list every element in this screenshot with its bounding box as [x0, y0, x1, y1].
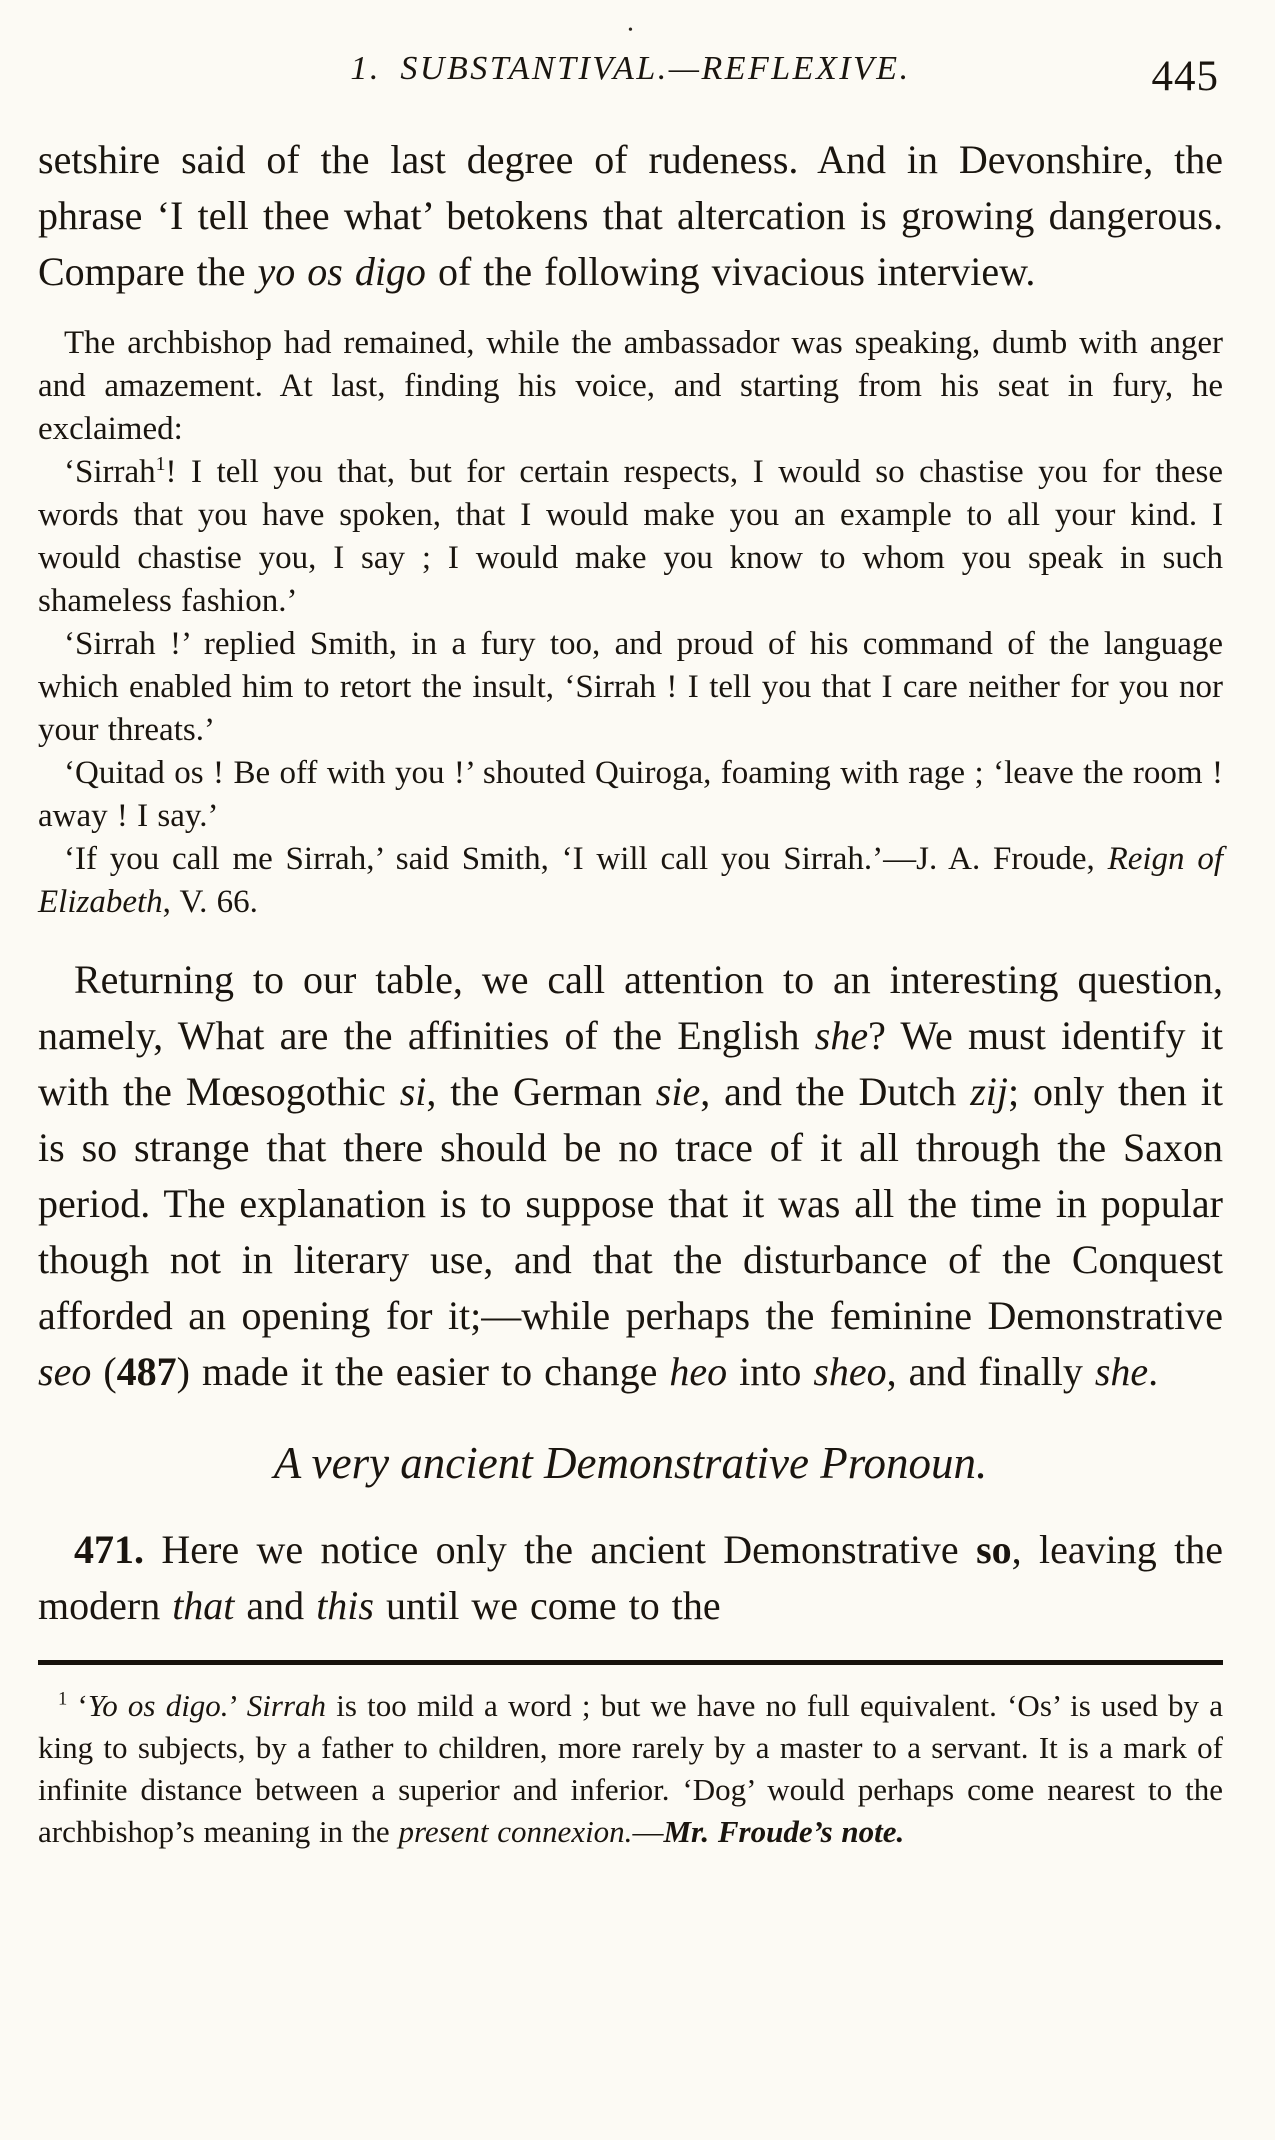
- running-title: 1. SUBSTANTIVAL.—REFLEXIVE.: [350, 50, 911, 87]
- paragraph-471: 471. Here we notice only the ancient Demonstrative so, leaving the modern that and this until we come to the: [38, 1527, 1223, 1628]
- footnote: $^1$ ‘Yo os digo.’ Sirrah is too mild a word ; but we have no full equivalent. ‘Os’ is used by a king to subjects, by a father to children, more rarely by a master to a servant. It is a mark of infinite distance between a superior and inferior. ‘Dog’ would perhaps come nearest to the archbishop’s meaning in the present connexion.—Mr. Froude’s note.: [38, 1688, 1223, 1849]
- page-number: 445: [1151, 53, 1219, 100]
- footnote-rule: [38, 1660, 1223, 1665]
- quote-paragraph-1: The archbishop had remained, while the ambassador was speaking, dumb with anger and amazement. At last, finding his voice, and starting from his seat in fury, he exclaimed:: [38, 325, 1223, 447]
- block-quote: [38, 322, 1223, 924]
- page-header: [38, 50, 1223, 104]
- quote-paragraph-5: ‘If you call me Sirrah,’ said Smith, ‘I will call you Sirrah.’—J. A. Froude, Reign of Elizabeth, V. 66.: [38, 841, 1223, 920]
- quote-paragraph-4: ‘Quitad os ! Be off with you !’ shouted Quiroga, foaming with rage ; ‘leave the room ! away ! I say.’: [38, 755, 1223, 834]
- paragraph-returning: Returning to our table, we call attention to an interesting question, namely, What are the affinities of the English she? We must identify it with the Mœsogothic si, the German sie, and the Dutch zij; only then it is so strange that there should be no trace of it all through the Saxon period. The explanation is to suppose that it was all the time in popular though not in literary use, and that the disturbance of the Conquest afforded an opening for it;—while perhaps the feminine Demonstrative seo (487) made it the easier to change heo into sheo, and finally she.: [38, 957, 1224, 1394]
- ornament-dot: •: [628, 23, 633, 38]
- paragraph-continuation: setshire said of the last degree of rudeness. And in Devonshire, the phrase ‘I tell thee what’ betokens that altercation is growing dangerous. Compare the yo os digo of the following vivacious interview.: [38, 137, 1223, 294]
- quote-paragraph-3: ‘Sirrah !’ replied Smith, in a fury too, and proud of his command of the language which enabled him to retort the insult, ‘Sirrah ! I tell you that I care neither for you nor your threats.’: [38, 626, 1223, 748]
- quote-paragraph-2: ‘Sirrah$^1$! I tell you that, but for certain respects, I would so chastise you for these words that you have spoken, that I would make you an example to all your kind. I would chastise you, I say ; I would make you know to whom you speak in such shameless fashion.’: [38, 453, 1223, 619]
- section-heading: A very ancient Demonstrative Pronoun.: [273, 1438, 988, 1488]
